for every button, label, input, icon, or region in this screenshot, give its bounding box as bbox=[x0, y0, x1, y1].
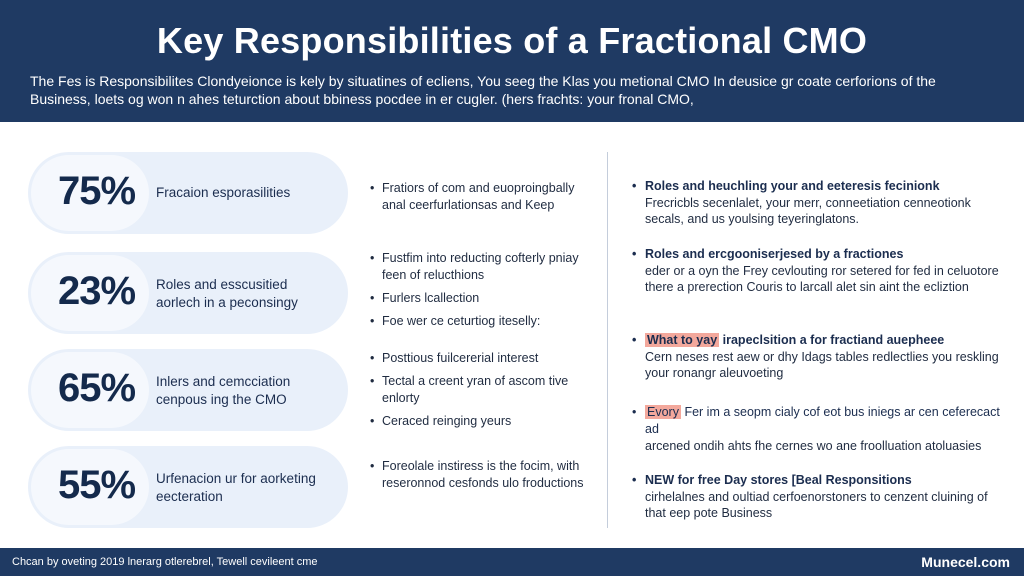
responsibility-title bbox=[632, 246, 1002, 263]
stat-card bbox=[28, 252, 348, 334]
responsibility-item bbox=[632, 332, 1002, 381]
responsibility-body: arcened ondih ahts fhe cernes wo ane froolluation atoluasies bbox=[645, 439, 982, 453]
middle-list bbox=[368, 180, 596, 220]
list-item: • Foreolale instiress is the focim, with reseronnod cesfonds ulo froductions bbox=[368, 458, 596, 492]
footer-bar bbox=[0, 548, 1024, 576]
page-subtitle: The Fes is Responsibilites Clondyeionce is kely by situatines of ecliens, You seeg the Klas you metional CMO In deusice gr coate cerforions of the Business, loets og won n ahes teturction about bbiness pocdee in er cugler. (hers frachts: your fronal CMO, bbox=[30, 73, 936, 107]
footer-site-link[interactable]: Munecel.com bbox=[921, 554, 1010, 570]
stat-label: Urfenacion ur for aorketing eecteration bbox=[156, 471, 316, 504]
responsibility-title-text: Roles and ercgooniserjesed by a fractiones bbox=[645, 247, 904, 261]
list-item: • Ceraced reinging yeurs bbox=[368, 413, 596, 430]
stat-card bbox=[28, 349, 348, 431]
stat-label: Fracaion esporasilities bbox=[156, 185, 291, 200]
list-item: • Fustfim into reducting cofterly pniay feen of relucthions bbox=[368, 250, 596, 284]
stat-value: 65% bbox=[58, 366, 136, 410]
responsibility-title-text: irapeclsition a for fractiand auepheee bbox=[722, 333, 945, 347]
list-item: • Furlers lcallection bbox=[368, 290, 596, 307]
stat-card bbox=[28, 446, 348, 528]
stat-value: 23% bbox=[58, 269, 136, 313]
responsibility-body: Cern neses rest aew or dhy Idags tables redlectlies you reskling your ronangr aleuvoeting bbox=[645, 350, 999, 380]
highlight-tag: Evory bbox=[647, 405, 679, 419]
responsibility-body: eder or a oyn the Frey cevlouting ror setered for fed in celuotore there a prerection Couris to larcall alet sin aint the ecliztion bbox=[645, 264, 999, 294]
responsibility-title bbox=[632, 472, 1002, 489]
responsibility-item bbox=[632, 404, 1002, 454]
responsibility-title bbox=[632, 332, 1002, 349]
responsibility-item bbox=[632, 246, 1002, 295]
responsibility-body: cirhelalnes and oultiad cerfoenorstoners to cenzent cluining of that eep pote Business bbox=[645, 490, 988, 520]
responsibility-item bbox=[632, 472, 1002, 521]
footer-credit: Chcan by oveting 2019 lnerarg otlerebrel, Tewell cevileent cme bbox=[12, 556, 318, 568]
middle-list bbox=[368, 350, 596, 436]
responsibility-title bbox=[632, 404, 1002, 438]
responsibility-title-text: Roles and heuchling your and eeteresis fecinionk bbox=[645, 179, 940, 193]
responsibility-item bbox=[632, 178, 1002, 227]
middle-list bbox=[368, 250, 596, 336]
stat-value: 55% bbox=[58, 463, 136, 507]
column-divider bbox=[607, 152, 608, 528]
list-item: • Posttious fuilcererial interest bbox=[368, 350, 596, 367]
responsibility-body: Frecricbls secenlalet, your merr, conneetiation cenneotionk secals, and us youlsing teyeringlatons. bbox=[645, 196, 971, 226]
list-item: • Fratiors of com and euoproingbally anal ceerfurlationsas and Keep bbox=[368, 180, 596, 214]
stat-card bbox=[28, 152, 348, 234]
stat-label: Roles and esscusitied aorlech in a peconsingy bbox=[156, 277, 298, 310]
middle-list bbox=[368, 458, 596, 498]
page-title: Key Responsibilities of a Fractional CMO bbox=[156, 20, 868, 61]
header-banner bbox=[0, 0, 1024, 122]
responsibility-title-text: Fer im a seopm cialy cof eot bus iniegs ar cen ceferecact ad bbox=[645, 405, 1000, 436]
stat-value: 75% bbox=[58, 169, 136, 213]
list-item: • Tectal a creent yran of ascom tive enlorty bbox=[368, 373, 596, 407]
list-item: • Foe wer ce ceturtiog iteselly: bbox=[368, 313, 596, 330]
responsibility-title bbox=[632, 178, 1002, 195]
stat-label: Inlers and cemcciation cenpous ing the CMO bbox=[156, 374, 291, 407]
responsibility-title-text: NEW for free Day stores [Beal Responsitions bbox=[645, 473, 912, 487]
highlight-tag: What to yay bbox=[647, 333, 718, 347]
